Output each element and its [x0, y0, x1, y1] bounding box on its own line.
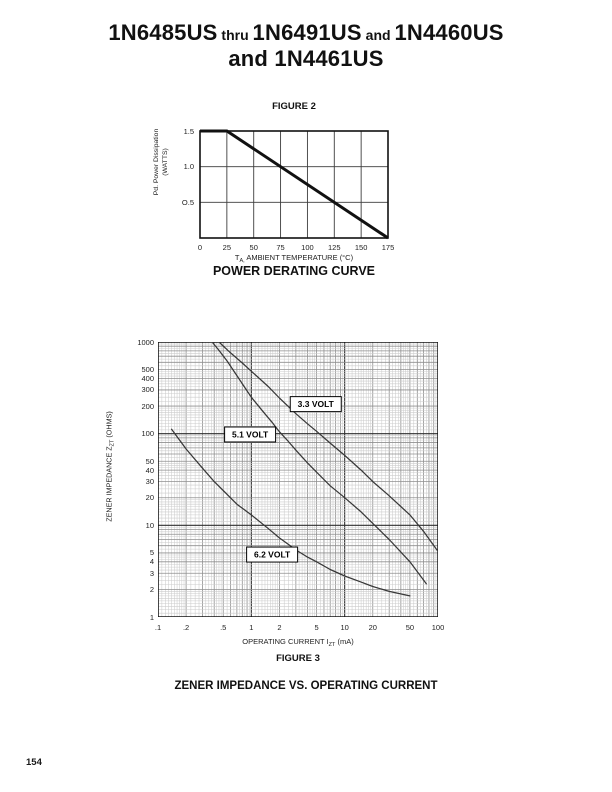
figure2-x-tick-label: 50 — [249, 243, 258, 252]
figure3-y-axis-label — [105, 382, 116, 552]
figure3-y-tick-label: 2 — [149, 584, 154, 594]
power-derating-chart — [200, 131, 388, 238]
figure3-x-axis-label — [158, 637, 438, 648]
figure3-y-tick-label: 10 — [145, 520, 154, 530]
figure3-plot-border — [158, 342, 438, 617]
figure2-x-tick-label: 0 — [197, 243, 203, 252]
title-line1-segment-1: thru — [217, 27, 253, 43]
figure2-y-tick-label: 1.5 — [183, 126, 194, 136]
figure3-y-tick-label: 1000 — [137, 337, 154, 347]
figure3-log-grid — [158, 342, 438, 617]
figure2-y-axis-label-line2: (WATTS) — [161, 148, 169, 176]
figure2-x-axis-label-rest: AMBIENT TEMPERATURE (°C) — [244, 253, 354, 262]
figure3-x-tick-label: 2 — [277, 623, 282, 632]
figure2-y-tick-label: 1.0 — [183, 162, 194, 172]
figure2-y-axis-label-line1: Pd. Power Dissipation — [153, 128, 160, 196]
figure3-x-tick-label: 100 — [431, 623, 445, 632]
power-derating-line — [200, 131, 388, 238]
figure3-caption: FIGURE 3 — [276, 653, 320, 664]
title-line1-segment-3: and — [361, 27, 395, 43]
curve-label-3-3-volt — [290, 397, 341, 412]
figure3-x-tick-label: 10 — [340, 623, 349, 632]
figure3-x-tick-label: 20 — [368, 623, 377, 632]
figure2-x-axis-label-text: T — [234, 253, 240, 262]
figure3-y-tick-label: 500 — [141, 365, 154, 375]
figure3-x-axis-label-text: OPERATING CURRENT I — [242, 637, 329, 646]
zener-impedance-chart — [158, 342, 438, 617]
figure2-x-tick-label: 75 — [276, 243, 285, 252]
figure3-y-tick-label: 30 — [145, 477, 154, 487]
figure3-x-tick-label: .2 — [182, 623, 190, 632]
figure3-x-tick-label: .1 — [154, 623, 162, 632]
figure3-y-axis-label-text: ZENER IMPEDANCE Z — [104, 446, 114, 522]
figure2-x-tick-label: 150 — [354, 243, 368, 252]
figure3-x-tick-label: 5 — [314, 623, 319, 632]
figure2-title: POWER DERATING CURVE — [212, 264, 376, 278]
figure3-y-tick-label: 4 — [149, 557, 154, 567]
figure2-x-tick-label: 25 — [222, 243, 232, 252]
curve-label-text: 3.3 VOLT — [297, 399, 334, 410]
page-title-line2 — [0, 46, 612, 72]
figure2-x-axis-label-subscript: A, — [239, 258, 245, 264]
figure3-x-tick-label: 1 — [249, 623, 254, 632]
figure2-y-tick-label: O.5 — [181, 197, 194, 207]
curve-label-6-2-volt — [247, 547, 298, 562]
figure3-title: ZENER IMPEDANCE VS. OPERATING CURRENT — [174, 680, 438, 692]
title-line1-segment-4: 1N4460US — [394, 20, 504, 45]
title-line1-segment-0: 1N6485US — [108, 20, 218, 45]
title-line1-segment-2: 1N6491US — [252, 20, 362, 45]
curve-label-text: 6.2 VOLT — [254, 549, 291, 560]
figure3-y-axis-label-subscript: ZT — [109, 439, 116, 447]
figure3-x-axis-label-subscript: ZT — [328, 642, 336, 648]
curve-label-5-1-volt — [225, 427, 276, 442]
figure2-x-tick-label: 125 — [328, 243, 341, 252]
figure3-x-tick-label: 50 — [405, 623, 415, 632]
page-number: 154 — [26, 757, 42, 768]
figure2-x-tick-label: 175 — [381, 243, 395, 252]
figure2-caption: FIGURE 2 — [272, 101, 316, 112]
figure3-x-axis-label-rest: (mA) — [335, 637, 354, 646]
figure3-y-tick-label: 100 — [141, 429, 154, 439]
page-title-line1 — [0, 20, 612, 46]
figure2-x-axis-label — [200, 253, 388, 264]
figure2-plot-border — [200, 131, 388, 238]
figure2-gridlines — [200, 131, 388, 238]
figure3-y-tick-label: 20 — [145, 493, 154, 503]
figure3-y-tick-label: 300 — [141, 385, 154, 395]
figure3-y-tick-label: 50 — [145, 456, 154, 466]
figure2-x-tick-label: 100 — [301, 243, 314, 252]
figure3-y-tick-label: 5 — [149, 548, 154, 558]
figure3-y-tick-label: 40 — [145, 465, 154, 475]
figure3-y-tick-label: 1 — [149, 612, 154, 622]
figure3-y-tick-label: 3 — [149, 568, 154, 578]
figure3-y-tick-label: 200 — [141, 401, 154, 411]
figure3-y-axis-label-rest: (OHMS) — [104, 411, 114, 440]
title-line2-segment-0: and 1N4461US — [228, 46, 384, 71]
figure3-y-tick-label: 400 — [141, 373, 154, 383]
curve-label-text: 5.1 VOLT — [231, 429, 269, 440]
figure3-x-tick-label: .5 — [220, 623, 227, 632]
